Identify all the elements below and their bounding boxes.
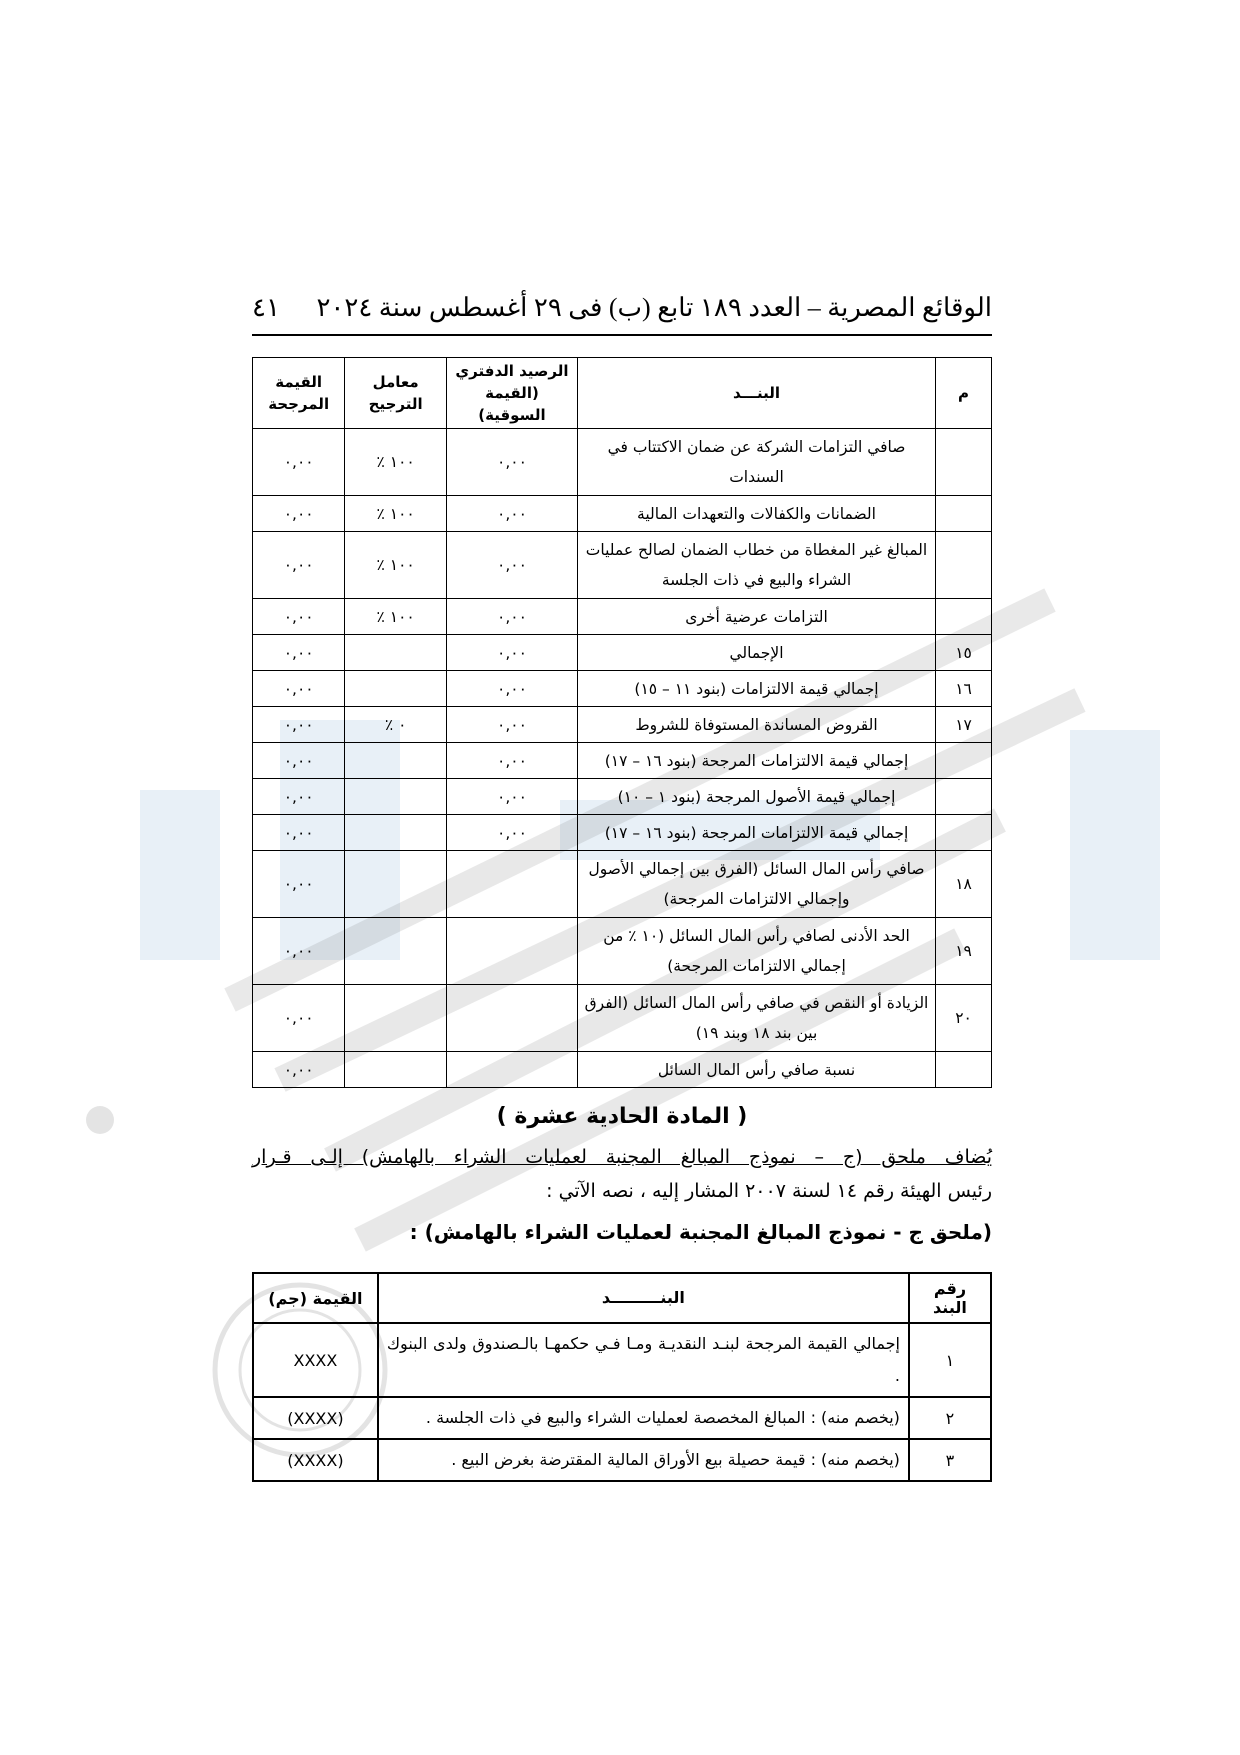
t2-row-item: إجمالي القيمة المرجحة لبنـد النقديـة ومـا فـي حكمهـا بالـصندوق ولدى البنوك . bbox=[378, 1323, 909, 1397]
row-num bbox=[936, 779, 992, 815]
row-weight bbox=[345, 918, 447, 985]
row-weight: ١٠٠ ٪ bbox=[345, 599, 447, 635]
row-num: ١٩ bbox=[936, 918, 992, 985]
row-book-value: ٠,٠٠ bbox=[446, 815, 577, 851]
row-num: ١٨ bbox=[936, 851, 992, 918]
row-book-value: ٠,٠٠ bbox=[446, 743, 577, 779]
table-row bbox=[253, 496, 992, 532]
row-weighted-value: ٠,٠٠ bbox=[253, 429, 345, 496]
row-weight bbox=[345, 815, 447, 851]
row-item: الضمانات والكفالات والتعهدات المالية bbox=[577, 496, 935, 532]
t2-header-num: رقم البند bbox=[909, 1273, 991, 1323]
row-book-value: ٠,٠٠ bbox=[446, 779, 577, 815]
row-book-value: ٠,٠٠ bbox=[446, 635, 577, 671]
row-weighted-value: ٠,٠٠ bbox=[253, 532, 345, 599]
row-weight: ١٠٠ ٪ bbox=[345, 496, 447, 532]
gazette-issue-title: الوقائع المصرية – العدد ١٨٩ تابع (ب) فى ٢٩ أغسطس سنة ٢٠٢٤ bbox=[316, 293, 992, 322]
row-weight: ١٠٠ ٪ bbox=[345, 532, 447, 599]
t2-row-value: XXXX bbox=[253, 1323, 378, 1397]
row-num bbox=[936, 743, 992, 779]
row-num bbox=[936, 1052, 992, 1088]
table-row bbox=[253, 532, 992, 599]
table-row bbox=[253, 779, 992, 815]
watermark-bar bbox=[1070, 730, 1160, 960]
row-weighted-value: ٠,٠٠ bbox=[253, 779, 345, 815]
t2-row-value: (XXXX) bbox=[253, 1397, 378, 1439]
header-num: م bbox=[936, 358, 992, 429]
t2-row-item: (يخصم منه) : المبالغ المخصصة لعمليات الشراء والبيع في ذات الجلسة . bbox=[378, 1397, 909, 1439]
table-row bbox=[253, 671, 992, 707]
table-row bbox=[253, 1323, 991, 1397]
page-header bbox=[252, 282, 992, 336]
header-book-value: الرصيد الدفتري (القيمة السوقية) bbox=[446, 358, 577, 429]
row-num bbox=[936, 496, 992, 532]
row-num bbox=[936, 599, 992, 635]
table-row bbox=[253, 1052, 992, 1088]
t2-row-num: ٢ bbox=[909, 1397, 991, 1439]
table-row bbox=[253, 1439, 991, 1481]
row-weighted-value: ٠,٠٠ bbox=[253, 918, 345, 985]
watermark-dot bbox=[86, 1106, 114, 1134]
row-weighted-value: ٠,٠٠ bbox=[253, 635, 345, 671]
table-row bbox=[253, 635, 992, 671]
row-weighted-value: ٠,٠٠ bbox=[253, 815, 345, 851]
row-weight bbox=[345, 851, 447, 918]
row-weight bbox=[345, 1052, 447, 1088]
row-item: نسبة صافي رأس المال السائل bbox=[577, 1052, 935, 1088]
row-weighted-value: ٠,٠٠ bbox=[253, 707, 345, 743]
row-weighted-value: ٠,٠٠ bbox=[253, 671, 345, 707]
row-item: صافي التزامات الشركة عن ضمان الاكتتاب في السندات bbox=[577, 429, 935, 496]
table-row bbox=[253, 851, 992, 918]
row-book-value: ٠,٠٠ bbox=[446, 496, 577, 532]
row-item: التزامات عرضية أخرى bbox=[577, 599, 935, 635]
row-weighted-value: ٠,٠٠ bbox=[253, 743, 345, 779]
row-book-value bbox=[446, 918, 577, 985]
row-item: المبالغ غير المغطاة من خطاب الضمان لصالح عمليات الشراء والبيع في ذات الجلسة bbox=[577, 532, 935, 599]
article-title: ( المادة الحادية عشرة ) bbox=[496, 1104, 748, 1129]
row-num bbox=[936, 532, 992, 599]
row-num: ١٥ bbox=[936, 635, 992, 671]
t2-header-value: القيمة (جم) bbox=[253, 1273, 378, 1323]
row-weight: ١٠٠ ٪ bbox=[345, 429, 447, 496]
row-book-value: ٠,٠٠ bbox=[446, 599, 577, 635]
row-weight bbox=[345, 779, 447, 815]
row-weighted-value: ٠,٠٠ bbox=[253, 599, 345, 635]
row-weight bbox=[345, 985, 447, 1052]
table-row bbox=[253, 707, 992, 743]
article-paragraph-1 bbox=[252, 1140, 992, 1174]
article-paragraph-2: رئيس الهيئة رقم ١٤ لسنة ٢٠٠٧ المشار إليه ، نصه الآتي : bbox=[546, 1180, 992, 1202]
article-paragraph-1-text: يُضاف ملحق (ج – نموذج المبالغ المجنبة لعمليات الشراء بالهامش) إلـى قـرار bbox=[252, 1146, 992, 1168]
row-weight bbox=[345, 671, 447, 707]
table-row bbox=[253, 1397, 991, 1439]
row-book-value: ٠,٠٠ bbox=[446, 429, 577, 496]
margin-amounts-table bbox=[252, 1272, 992, 1482]
row-item: إجمالي قيمة الالتزامات المرجحة (بنود ١٦ – ١٧) bbox=[577, 815, 935, 851]
table-row bbox=[253, 985, 992, 1052]
table-row bbox=[253, 815, 992, 851]
t2-row-num: ٣ bbox=[909, 1439, 991, 1481]
table-row bbox=[253, 599, 992, 635]
row-item: إجمالي قيمة الالتزامات المرجحة (بنود ١٦ – ١٧) bbox=[577, 743, 935, 779]
row-book-value bbox=[446, 1052, 577, 1088]
row-weight bbox=[345, 635, 447, 671]
header-item: البنـــد bbox=[577, 358, 935, 429]
row-num bbox=[936, 815, 992, 851]
t2-header-item: البنـــــــــد bbox=[378, 1273, 909, 1323]
table-header-row bbox=[253, 358, 992, 429]
annex-title: (ملحق ج - نموذج المبالغ المجنبة لعمليات الشراء بالهامش) : bbox=[409, 1220, 992, 1244]
header-weight: معامل الترجيح bbox=[345, 358, 447, 429]
page-number: ٤١ bbox=[252, 293, 280, 322]
row-book-value: ٠,٠٠ bbox=[446, 707, 577, 743]
row-num: ٢٠ bbox=[936, 985, 992, 1052]
capital-adequacy-table bbox=[252, 357, 992, 1088]
row-item: القروض المساندة المستوفاة للشروط bbox=[577, 707, 935, 743]
row-item: إجمالي قيمة الأصول المرجحة (بنود ١ – ١٠) bbox=[577, 779, 935, 815]
row-num bbox=[936, 429, 992, 496]
table-row bbox=[253, 743, 992, 779]
row-weight bbox=[345, 743, 447, 779]
header-weighted-value: القيمة المرجحة bbox=[253, 358, 345, 429]
table-header-row bbox=[253, 1273, 991, 1323]
row-item: إجمالي قيمة الالتزامات (بنود ١١ – ١٥) bbox=[577, 671, 935, 707]
row-book-value: ٠,٠٠ bbox=[446, 671, 577, 707]
row-item: الزيادة أو النقص في صافي رأس المال السائل (الفرق بين بند ١٨ وبند ١٩) bbox=[577, 985, 935, 1052]
row-book-value bbox=[446, 851, 577, 918]
t2-row-num: ١ bbox=[909, 1323, 991, 1397]
row-book-value: ٠,٠٠ bbox=[446, 532, 577, 599]
row-num: ١٦ bbox=[936, 671, 992, 707]
t2-row-item: (يخصم منه) : قيمة حصيلة بيع الأوراق المالية المقترضة بغرض البيع . bbox=[378, 1439, 909, 1481]
table-row bbox=[253, 429, 992, 496]
row-item: صافي رأس المال السائل (الفرق بين إجمالي الأصول وإجمالي الالتزامات المرجحة) bbox=[577, 851, 935, 918]
row-weighted-value: ٠,٠٠ bbox=[253, 1052, 345, 1088]
watermark-bar bbox=[140, 790, 220, 960]
row-weight: ٠ ٪ bbox=[345, 707, 447, 743]
row-weighted-value: ٠,٠٠ bbox=[253, 496, 345, 532]
row-item: الإجمالي bbox=[577, 635, 935, 671]
row-item: الحد الأدنى لصافي رأس المال السائل (١٠ ٪ من إجمالي الالتزامات المرجحة) bbox=[577, 918, 935, 985]
t2-row-value: (XXXX) bbox=[253, 1439, 378, 1481]
row-num: ١٧ bbox=[936, 707, 992, 743]
table-row bbox=[253, 918, 992, 985]
row-weighted-value: ٠,٠٠ bbox=[253, 985, 345, 1052]
row-book-value bbox=[446, 985, 577, 1052]
row-weighted-value: ٠,٠٠ bbox=[253, 851, 345, 918]
